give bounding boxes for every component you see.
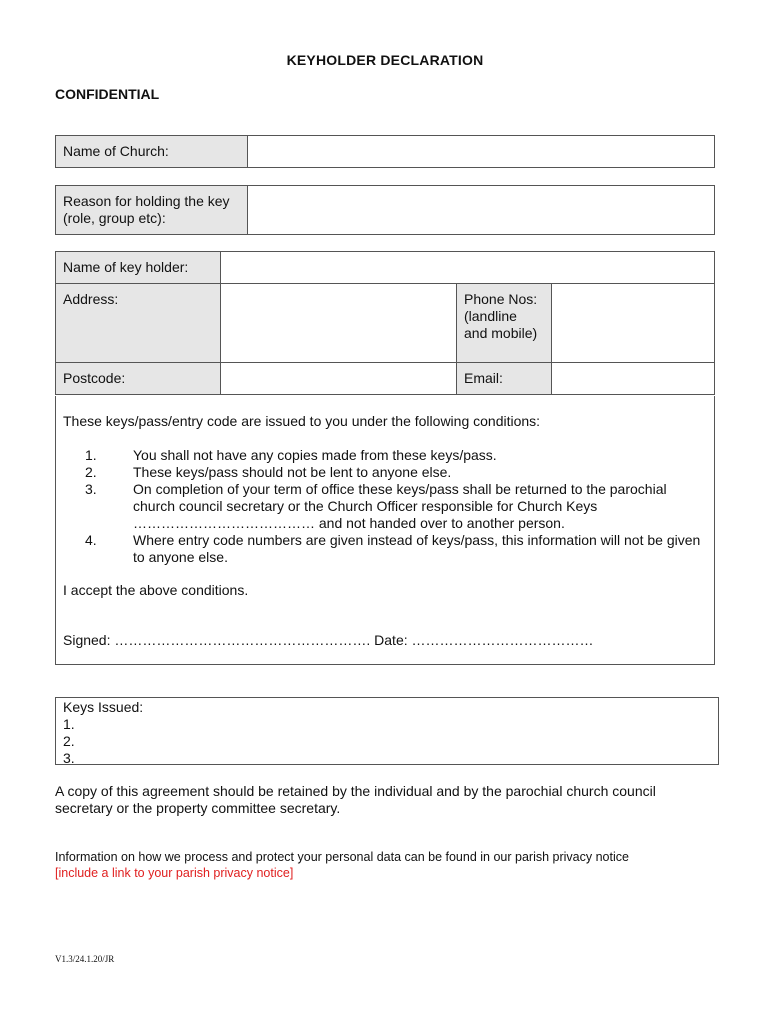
keyholder-name-label: Name of key holder: [56, 252, 221, 284]
condition-text: These keys/pass should not be lent to anyone else. [133, 464, 452, 480]
keyholder-table [55, 251, 715, 395]
keys-issued-box [55, 697, 719, 765]
accept-statement: I accept the above conditions. [63, 582, 249, 598]
reason-table [55, 185, 715, 235]
phone-label: Phone Nos: (landline and mobile) [457, 284, 552, 363]
keys-issued-item[interactable]: 1. [63, 716, 75, 732]
keys-issued-item[interactable]: 2. [63, 733, 75, 749]
privacy-notice [55, 849, 725, 881]
conditions-box [55, 396, 715, 665]
confidential-label: CONFIDENTIAL [55, 86, 160, 102]
email-label: Email: [457, 363, 552, 395]
condition-number: 2. [85, 464, 97, 480]
condition-text: Where entry code numbers are given instead of keys/pass, this information will not be given to anyone else. [133, 532, 701, 565]
address-label: Address: [56, 284, 221, 363]
postcode-field[interactable] [221, 363, 457, 395]
privacy-link-placeholder: [include a link to your parish privacy notice] [55, 866, 294, 880]
condition-text: You shall not have any copies made from these keys/pass. [133, 447, 497, 463]
church-name-field[interactable] [248, 136, 715, 168]
keys-issued-item[interactable]: 3. [63, 750, 75, 766]
privacy-text: Information on how we process and protect your personal data can be found in our parish privacy notice [55, 850, 629, 864]
postcode-label: Postcode: [56, 363, 221, 395]
condition-item [56, 481, 706, 532]
reason-label: Reason for holding the key (role, group etc): [56, 186, 248, 235]
condition-item [56, 532, 706, 566]
copy-notice: A copy of this agreement should be retained by the individual and by the parochial church council secretary or the property committee secretary. [55, 783, 656, 816]
keyholder-name-field[interactable] [221, 252, 715, 284]
document-title: KEYHOLDER DECLARATION [286, 52, 484, 68]
condition-number: 3. [85, 481, 97, 497]
church-name-label: Name of Church: [56, 136, 248, 168]
conditions-intro: These keys/pass/entry code are issued to you under the following conditions: [63, 413, 541, 429]
reason-field[interactable] [248, 186, 715, 235]
condition-item [56, 464, 706, 481]
condition-number: 1. [85, 447, 97, 463]
keys-issued-heading: Keys Issued: [63, 699, 144, 715]
email-field[interactable] [552, 363, 715, 395]
phone-field[interactable] [552, 284, 715, 363]
signature-date-line[interactable]: Signed: ………………………………………………. Date: ………………………………… [63, 632, 594, 648]
church-table [55, 135, 715, 168]
version-label: V1.3/24.1.20/JR [55, 954, 115, 964]
condition-item [56, 447, 706, 464]
condition-text: On completion of your term of office these keys/pass shall be returned to the parochial church council secretary or the Church Officer responsible for Church Keys ………………………………… and not handed over to another person. [133, 481, 667, 531]
conditions-list [56, 447, 706, 566]
address-field[interactable] [221, 284, 457, 363]
condition-number: 4. [85, 532, 97, 548]
